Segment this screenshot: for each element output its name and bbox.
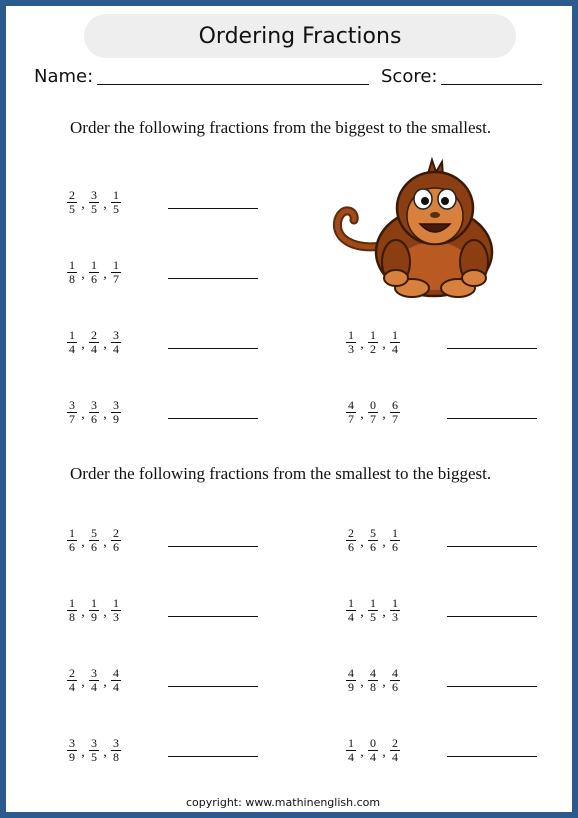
denominator: 6 <box>392 679 398 694</box>
question-item <box>345 730 565 770</box>
answer-line[interactable] <box>447 756 537 757</box>
question-item <box>66 660 286 700</box>
question-item <box>66 182 286 222</box>
denominator: 9 <box>69 749 75 764</box>
fraction-list <box>66 252 122 292</box>
denominator: 5 <box>91 201 97 216</box>
question-item <box>66 322 286 362</box>
fraction <box>66 527 78 554</box>
comma-separator: , <box>382 745 386 760</box>
comma-separator: , <box>81 337 85 352</box>
numerator: 1 <box>91 257 97 272</box>
fraction <box>110 399 122 426</box>
numerator: 1 <box>113 257 119 272</box>
answer-line[interactable] <box>447 686 537 687</box>
fraction <box>88 667 100 694</box>
numerator: 1 <box>91 595 97 610</box>
fraction <box>66 667 78 694</box>
fraction-list <box>66 182 122 222</box>
fraction <box>66 737 78 764</box>
fraction <box>110 737 122 764</box>
numerator: 3 <box>113 735 119 750</box>
denominator: 4 <box>392 749 398 764</box>
denominator: 5 <box>113 201 119 216</box>
denominator: 5 <box>370 609 376 624</box>
numerator: 0 <box>370 397 376 412</box>
fraction <box>110 527 122 554</box>
denominator: 6 <box>113 539 119 554</box>
denominator: 7 <box>392 411 398 426</box>
fraction-list <box>345 392 401 432</box>
answer-line[interactable] <box>168 208 258 209</box>
denominator: 5 <box>69 201 75 216</box>
question-item <box>66 590 286 630</box>
fraction <box>389 527 401 554</box>
comma-separator: , <box>103 605 107 620</box>
denominator: 9 <box>113 411 119 426</box>
fraction <box>367 737 379 764</box>
numerator: 1 <box>370 327 376 342</box>
numerator: 1 <box>370 595 376 610</box>
fraction <box>367 667 379 694</box>
denominator: 6 <box>69 539 75 554</box>
comma-separator: , <box>360 337 364 352</box>
answer-line[interactable] <box>168 348 258 349</box>
numerator: 4 <box>392 665 398 680</box>
answer-line[interactable] <box>447 546 537 547</box>
numerator: 1 <box>348 595 354 610</box>
question-item <box>345 590 565 630</box>
comma-separator: , <box>81 407 85 422</box>
denominator: 8 <box>113 749 119 764</box>
fraction-list <box>345 730 401 770</box>
answer-line[interactable] <box>168 418 258 419</box>
denominator: 6 <box>370 539 376 554</box>
numerator: 3 <box>91 735 97 750</box>
fraction <box>110 329 122 356</box>
fraction-list <box>66 322 122 362</box>
fraction <box>66 597 78 624</box>
title-text: Ordering Fractions <box>198 23 402 49</box>
comma-separator: , <box>81 605 85 620</box>
fraction <box>88 527 100 554</box>
numerator: 3 <box>91 397 97 412</box>
denominator: 4 <box>91 679 97 694</box>
fraction <box>88 189 100 216</box>
fraction <box>367 399 379 426</box>
numerator: 1 <box>113 595 119 610</box>
numerator: 1 <box>392 327 398 342</box>
fraction <box>389 399 401 426</box>
denominator: 7 <box>69 411 75 426</box>
numerator: 3 <box>91 665 97 680</box>
question-item <box>345 392 565 432</box>
numerator: 3 <box>91 187 97 202</box>
comma-separator: , <box>81 745 85 760</box>
comma-separator: , <box>382 407 386 422</box>
fraction <box>367 329 379 356</box>
denominator: 3 <box>113 609 119 624</box>
score-field[interactable] <box>441 84 542 85</box>
fraction <box>110 667 122 694</box>
numerator: 1 <box>392 595 398 610</box>
numerator: 1 <box>348 735 354 750</box>
fraction <box>88 399 100 426</box>
answer-line[interactable] <box>447 418 537 419</box>
numerator: 1 <box>392 525 398 540</box>
comma-separator: , <box>103 675 107 690</box>
question-item <box>66 252 286 292</box>
fraction <box>389 597 401 624</box>
comma-separator: , <box>81 535 85 550</box>
fraction <box>389 737 401 764</box>
numerator: 1 <box>69 595 75 610</box>
fraction <box>345 597 357 624</box>
denominator: 4 <box>348 749 354 764</box>
comma-separator: , <box>103 337 107 352</box>
denominator: 4 <box>370 749 376 764</box>
comma-separator: , <box>360 407 364 422</box>
denominator: 8 <box>69 609 75 624</box>
denominator: 7 <box>113 271 119 286</box>
answer-line[interactable] <box>447 348 537 349</box>
fraction <box>389 667 401 694</box>
fraction <box>66 259 78 286</box>
numerator: 5 <box>91 525 97 540</box>
numerator: 2 <box>69 187 75 202</box>
name-label: Name: <box>34 66 94 87</box>
denominator: 7 <box>370 411 376 426</box>
numerator: 1 <box>113 187 119 202</box>
fraction <box>110 597 122 624</box>
comma-separator: , <box>360 745 364 760</box>
comma-separator: , <box>103 407 107 422</box>
comma-separator: , <box>103 535 107 550</box>
fraction <box>66 399 78 426</box>
fraction-list <box>66 520 122 560</box>
name-score-row <box>34 66 544 90</box>
question-item <box>345 660 565 700</box>
numerator: 3 <box>69 397 75 412</box>
numerator: 1 <box>69 327 75 342</box>
numerator: 5 <box>370 525 376 540</box>
fraction <box>345 737 357 764</box>
comma-separator: , <box>360 675 364 690</box>
fraction-list <box>66 590 122 630</box>
numerator: 3 <box>113 327 119 342</box>
denominator: 5 <box>91 749 97 764</box>
numerator: 2 <box>392 735 398 750</box>
numerator: 4 <box>348 397 354 412</box>
fraction <box>110 189 122 216</box>
comma-separator: , <box>81 197 85 212</box>
fraction-list <box>345 590 401 630</box>
comma-separator: , <box>103 745 107 760</box>
comma-separator: , <box>103 267 107 282</box>
fraction-list <box>66 660 122 700</box>
answer-line[interactable] <box>168 686 258 687</box>
numerator: 4 <box>348 665 354 680</box>
page-title <box>84 14 516 58</box>
comma-separator: , <box>382 605 386 620</box>
score-label: Score: <box>381 66 438 87</box>
numerator: 1 <box>69 525 75 540</box>
denominator: 6 <box>91 539 97 554</box>
denominator: 9 <box>348 679 354 694</box>
denominator: 4 <box>392 341 398 356</box>
fraction <box>88 259 100 286</box>
instruction-biggest-to-smallest: Order the following fractions from the biggest to the smallest. <box>70 118 492 137</box>
question-item <box>66 520 286 560</box>
question-item <box>345 322 565 362</box>
answer-line[interactable] <box>168 616 258 617</box>
comma-separator: , <box>81 267 85 282</box>
fraction <box>389 329 401 356</box>
comma-separator: , <box>360 535 364 550</box>
comma-separator: , <box>81 675 85 690</box>
denominator: 4 <box>69 341 75 356</box>
denominator: 6 <box>91 271 97 286</box>
numerator: 2 <box>113 525 119 540</box>
instruction-smallest-to-biggest: Order the following fractions from the smallest to the biggest. <box>70 464 492 483</box>
fraction-list <box>66 730 122 770</box>
comma-separator: , <box>360 605 364 620</box>
name-field[interactable] <box>97 84 369 85</box>
fraction <box>110 259 122 286</box>
fraction <box>88 329 100 356</box>
numerator: 6 <box>392 397 398 412</box>
denominator: 4 <box>113 679 119 694</box>
denominator: 4 <box>69 679 75 694</box>
fraction <box>367 527 379 554</box>
fraction <box>367 597 379 624</box>
numerator: 2 <box>348 525 354 540</box>
numerator: 2 <box>69 665 75 680</box>
fraction <box>345 399 357 426</box>
denominator: 9 <box>91 609 97 624</box>
numerator: 2 <box>91 327 97 342</box>
fraction <box>88 737 100 764</box>
fraction <box>345 667 357 694</box>
denominator: 4 <box>348 609 354 624</box>
denominator: 4 <box>113 341 119 356</box>
comma-separator: , <box>103 197 107 212</box>
question-item <box>345 520 565 560</box>
fraction-list <box>345 520 401 560</box>
fraction-list <box>345 322 401 362</box>
numerator: 3 <box>113 397 119 412</box>
fraction <box>66 189 78 216</box>
denominator: 2 <box>370 341 376 356</box>
denominator: 3 <box>392 609 398 624</box>
comma-separator: , <box>382 535 386 550</box>
fraction-list <box>345 660 401 700</box>
denominator: 7 <box>348 411 354 426</box>
numerator: 0 <box>370 735 376 750</box>
comma-separator: , <box>382 675 386 690</box>
numerator: 4 <box>113 665 119 680</box>
numerator: 1 <box>348 327 354 342</box>
answer-line[interactable] <box>168 278 258 279</box>
fraction <box>66 329 78 356</box>
fraction <box>345 527 357 554</box>
answer-line[interactable] <box>447 616 537 617</box>
fraction <box>345 329 357 356</box>
numerator: 3 <box>69 735 75 750</box>
denominator: 6 <box>348 539 354 554</box>
denominator: 3 <box>348 341 354 356</box>
footer-copyright: copyright: www.mathinenglish.com <box>186 796 381 809</box>
fraction-list <box>66 392 122 432</box>
numerator: 1 <box>69 257 75 272</box>
question-item <box>66 392 286 432</box>
fraction <box>88 597 100 624</box>
answer-line[interactable] <box>168 546 258 547</box>
question-item <box>66 730 286 770</box>
denominator: 8 <box>370 679 376 694</box>
denominator: 8 <box>69 271 75 286</box>
denominator: 4 <box>91 341 97 356</box>
numerator: 4 <box>370 665 376 680</box>
comma-separator: , <box>382 337 386 352</box>
monkey-illustration <box>332 154 512 304</box>
denominator: 6 <box>91 411 97 426</box>
denominator: 6 <box>392 539 398 554</box>
answer-line[interactable] <box>168 756 258 757</box>
